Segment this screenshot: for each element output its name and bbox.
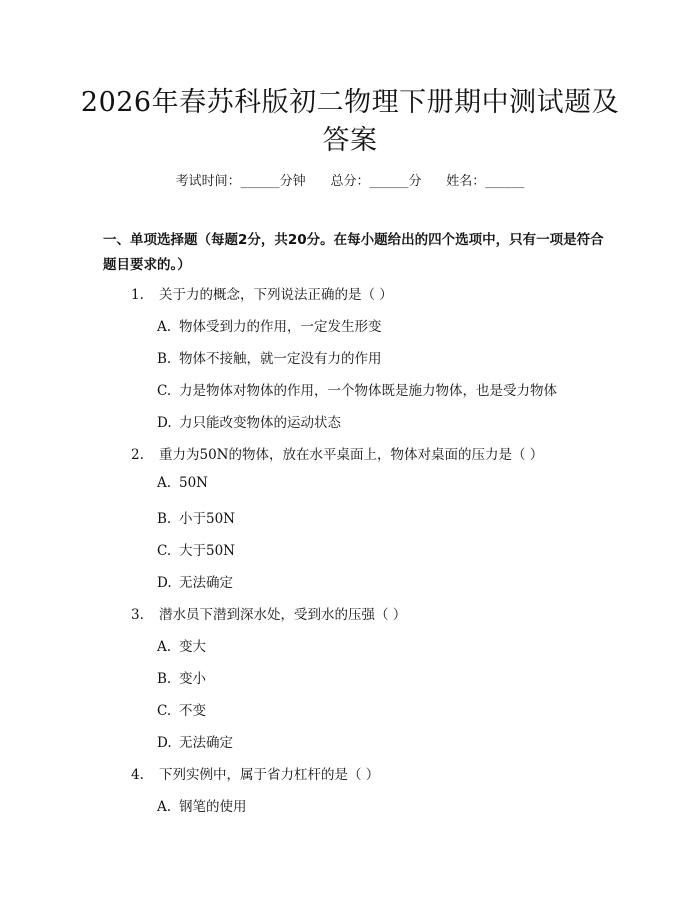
question-number: 2. — [131, 447, 144, 463]
option-letter: D. — [157, 575, 172, 591]
option-text: 变小 — [179, 671, 206, 687]
option-1c — [157, 379, 557, 399]
option-letter: C. — [157, 703, 172, 719]
option-text: 不变 — [179, 703, 206, 719]
option-letter: A. — [157, 799, 172, 815]
option-letter: A. — [157, 319, 172, 335]
option-4a — [157, 795, 247, 815]
option-2c — [157, 539, 235, 559]
question-3 — [131, 603, 406, 623]
option-2b — [157, 507, 235, 527]
option-1b — [157, 347, 382, 367]
option-1d — [157, 411, 341, 431]
option-text: 物体不接触，就一定没有力的作用 — [179, 351, 382, 367]
option-text: 力只能改变物体的运动状态 — [179, 415, 341, 431]
option-text: 大于50N — [179, 543, 235, 559]
option-3d — [157, 731, 233, 751]
student-name-field: 姓名：______ — [446, 174, 525, 189]
option-letter: C. — [157, 543, 172, 559]
option-2a — [157, 475, 208, 491]
question-text: 下列实例中，属于省力杠杆的是（ ） — [159, 767, 380, 783]
option-text: 钢笔的使用 — [179, 799, 247, 815]
option-3c — [157, 699, 206, 719]
option-3a — [157, 635, 206, 655]
option-letter: B. — [157, 351, 172, 367]
option-text: 无法确定 — [179, 575, 233, 591]
option-2d — [157, 571, 233, 591]
exam-info-line — [0, 170, 700, 189]
question-text: 潜水员下潜到深水处，受到水的压强（ ） — [159, 607, 407, 623]
option-text: 50N — [179, 475, 208, 491]
option-letter: C. — [157, 383, 172, 399]
question-4 — [131, 763, 379, 783]
question-1 — [131, 283, 393, 303]
option-text: 力是物体对物体的作用，一个物体既是施力物体，也是受力物体 — [179, 383, 557, 399]
option-text: 物体受到力的作用，一定发生形变 — [179, 319, 382, 335]
question-number: 3. — [131, 607, 144, 623]
question-text: 关于力的概念，下列说法正确的是（ ） — [159, 287, 393, 303]
option-text: 变大 — [179, 639, 206, 655]
option-letter: A. — [157, 639, 172, 655]
option-text: 无法确定 — [179, 735, 233, 751]
exam-time-field: 考试时间：______分钟 — [175, 174, 306, 189]
option-letter: D. — [157, 735, 172, 751]
option-3b — [157, 667, 206, 687]
section-heading: 一、单项选择题（每题2分，共20分。在每小题给出的四个选项中，只有一项是符合题目要求的。） — [103, 232, 604, 273]
option-letter: B. — [157, 671, 172, 687]
document-title: 2026年春苏科版初二物理下册期中测试题及答案 — [80, 87, 620, 156]
option-1a — [157, 315, 382, 335]
option-text: 小于50N — [179, 511, 235, 527]
option-letter: A. — [157, 475, 172, 491]
question-number: 4. — [131, 767, 144, 783]
option-letter: D. — [157, 415, 172, 431]
question-2 — [131, 443, 543, 463]
total-score-field: 总分：______分 — [330, 174, 422, 189]
question-text: 重力为50N的物体，放在水平桌面上，物体对桌面的压力是（ ） — [159, 447, 544, 463]
option-letter: B. — [157, 511, 172, 527]
question-number: 1. — [131, 287, 144, 303]
